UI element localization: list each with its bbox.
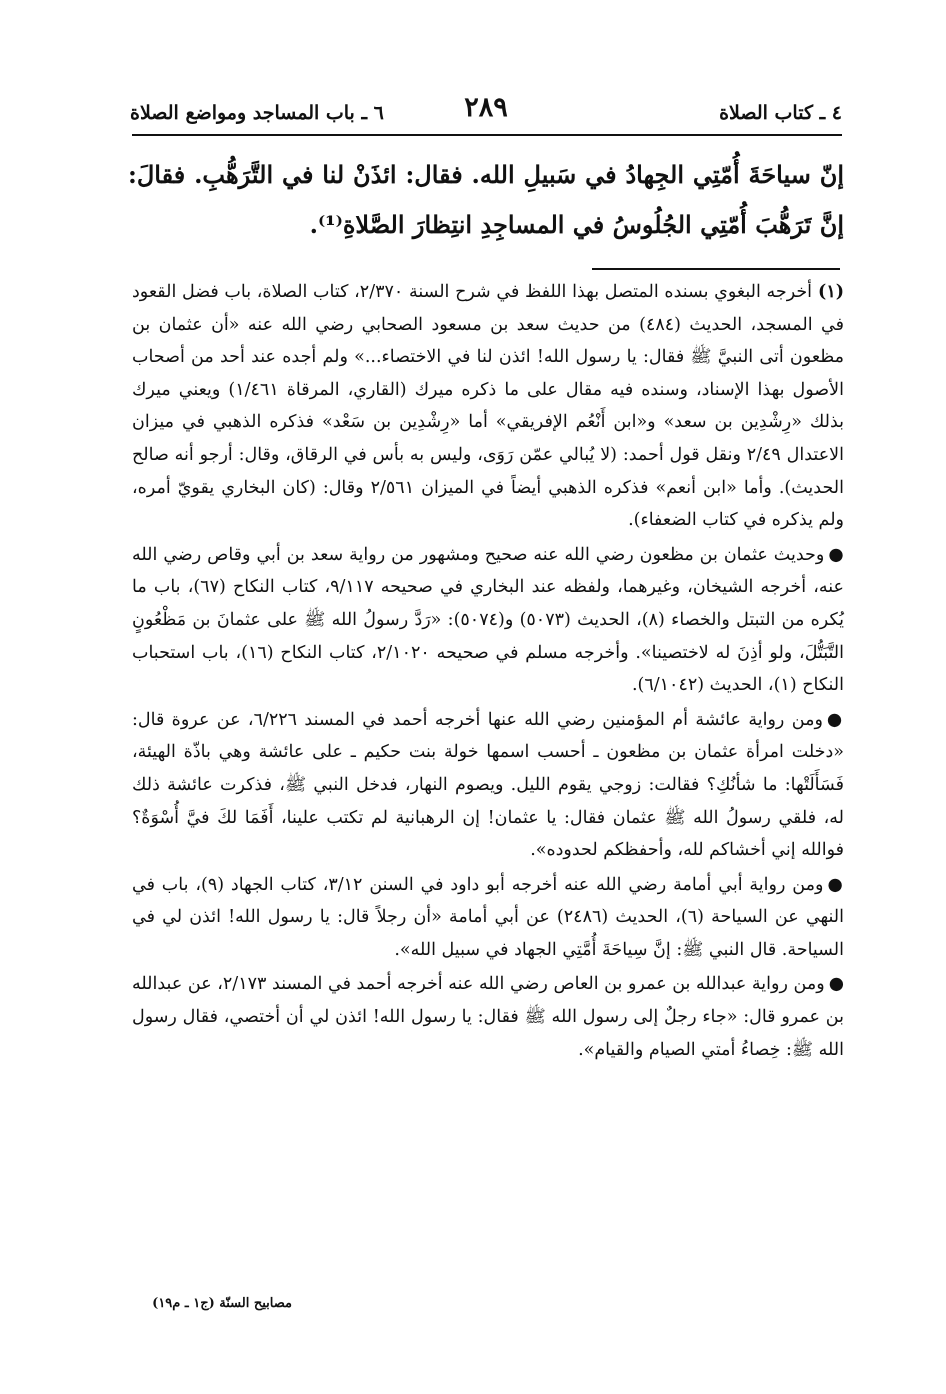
footnote-number: (١): [818, 282, 844, 302]
signature-mark: مصابيح السنّة (ج١ ـ م١٩): [152, 1296, 292, 1311]
bullet-icon: ●: [827, 874, 844, 895]
footnote-separator: [592, 268, 840, 270]
footnote-paragraph-1: [132, 276, 844, 537]
header-chapter-title: ٦ ـ باب المساجد ومواضع الصلاة: [130, 102, 384, 124]
footnote-text: أخرجه البغوي بسنده المتصل بهذا اللفظ في شرح السنة ٢/٣٧٠، كتاب الصلاة، باب فضل القعود في المسجد، الحديث (٤٨٤) من حديث سعد بن مسعود الصحابي رضي الله عنه «أن عثمان بن مظعون أتى النبيَّ ﷺ فقال: يا رسول الله! ائذن لنا في الاختصاء...» ولم أجده عند أحد من أصحاب الأصول بهذا الإسناد، وسنده فيه مقال على ما ذكره ميرك (القاري، المرقاة ١/٤٦١) ويعني ميرك بذلك «رِشْدِين بن سعد» و«ابن أَنْعُم الإفريقي» أما «رِشْدِين بن سَعْد» فذكره الذهبي في ميزان الاعتدال ٢/٤٩ ونقل قول أحمد: (لا يُبالي عمّن رَوَى، وليس به بأس في الرقاق، وقال: أرجو أنه صالح الحديث). وأما «ابن أنعم» فذكره الذهبي أيضاً في الميزان ٢/٥٦١ وقال: (كان البخاري يقويّ أمره، ولم يذكره في كتاب الضعفاء).: [132, 282, 844, 531]
footnote-text: ومن رواية عائشة أم المؤمنين رضي الله عنها أخرجه أحمد في المسند ٦/٢٢٦، عن عروة قال: «دخلت امرأة عثمان بن مظعون ـ أحسب اسمها خولة بنت حكيم ـ على عائشة وهي باذّة الهيئة، فَسَأَلَتْها: ما شأنُكِ؟ فقالت: زوجي يقوم الليل. ويصوم النهار، فدخل النبي ﷺ، فذكرت عائشة ذلك له، فلقي رسولُ الله ﷺ عثمان فقال: يا عثمان! إن الرهبانية لم تكتب علينا، أَفَمَا لكَ فيَّ أُسْوَةٌ؟ فوالله إني أخشاكم لله، وأحفظكم لحدوده».: [132, 709, 844, 861]
footnote-paragraph-2: [132, 539, 844, 702]
running-header: [130, 92, 842, 132]
footnote-paragraph-5: [132, 968, 844, 1066]
header-book-title: ٤ ـ كتاب الصلاة: [719, 102, 842, 124]
footnote-paragraph-4: [132, 869, 844, 967]
bullet-icon: ●: [828, 544, 844, 565]
footnotes: [132, 276, 844, 1068]
footnote-text: ومن رواية عبدالله بن عمرو بن العاص رضي الله عنه أخرجه أحمد في المسند ٢/١٧٣، عن عبدالله بن عمرو قال: «جاء رجلٌ إلى رسول الله ﷺ فقال: يا رسول الله! ائذن لي أن أختصي، فقال رسول الله ﷺ: خِصاءُ أمتي الصيام والقيام».: [132, 974, 844, 1060]
hadith-text: إنّ سياحَةَ أُمّتِي الجِهادُ في سَبيلِ الله. فقال: ائذَنْ لنا في التَّرَهُّبِ. فقالَ: إنَّ تَرَهُّبَ أُمّتِي الجُلُوسُ في المساجِدِ انتِظارَ الصَّلاةِ⁽¹⁾.: [128, 160, 844, 239]
footnote-paragraph-3: [132, 704, 844, 867]
footnote-text: وحديث عثمان بن مظعون رضي الله عنه صحيح ومشهور من رواية سعد بن أبي وقاص رضي الله عنه، أخرجه الشيخان، وغيرهما، ولفظه عند البخاري في صحيحه ٩/١١٧، كتاب النكاح (٦٧)، باب ما يُكره من التبتل والخصاء (٨)، الحديث (٥٠٧٣) و(٥٠٧٤): «رَدَّ رسولُ الله ﷺ على عثمانَ بن مَظْعُونٍ التَّبَتُّلَ، ولو أذِنَ له لاختصينا». وأخرجه مسلم في صحيحه ٢/١٠٢٠، كتاب النكاح (١٦)، باب استحباب النكاح (١)، الحديث (٦/١٠٤٢).: [132, 544, 845, 696]
hadith-text-block: [128, 150, 844, 250]
bullet-icon: ●: [828, 974, 844, 995]
page-number: ٢٨٩: [464, 92, 508, 123]
header-rule: [132, 134, 842, 136]
bullet-icon: ●: [826, 709, 844, 730]
footnote-text: ومن رواية أبي أمامة رضي الله عنه أخرجه أبو داود في السنن ٣/١٢، كتاب الجهاد (٩)، باب في النهي عن السياحة (٦)، الحديث (٢٤٨٦) عن أبي أمامة «أن رجلاً قال: يا رسول الله! ائذن لي في السياحة. قال النبي ﷺ: إنَّ سِياحَةَ أُمَّتِي الجهاد في سبيل الله».: [132, 874, 844, 960]
